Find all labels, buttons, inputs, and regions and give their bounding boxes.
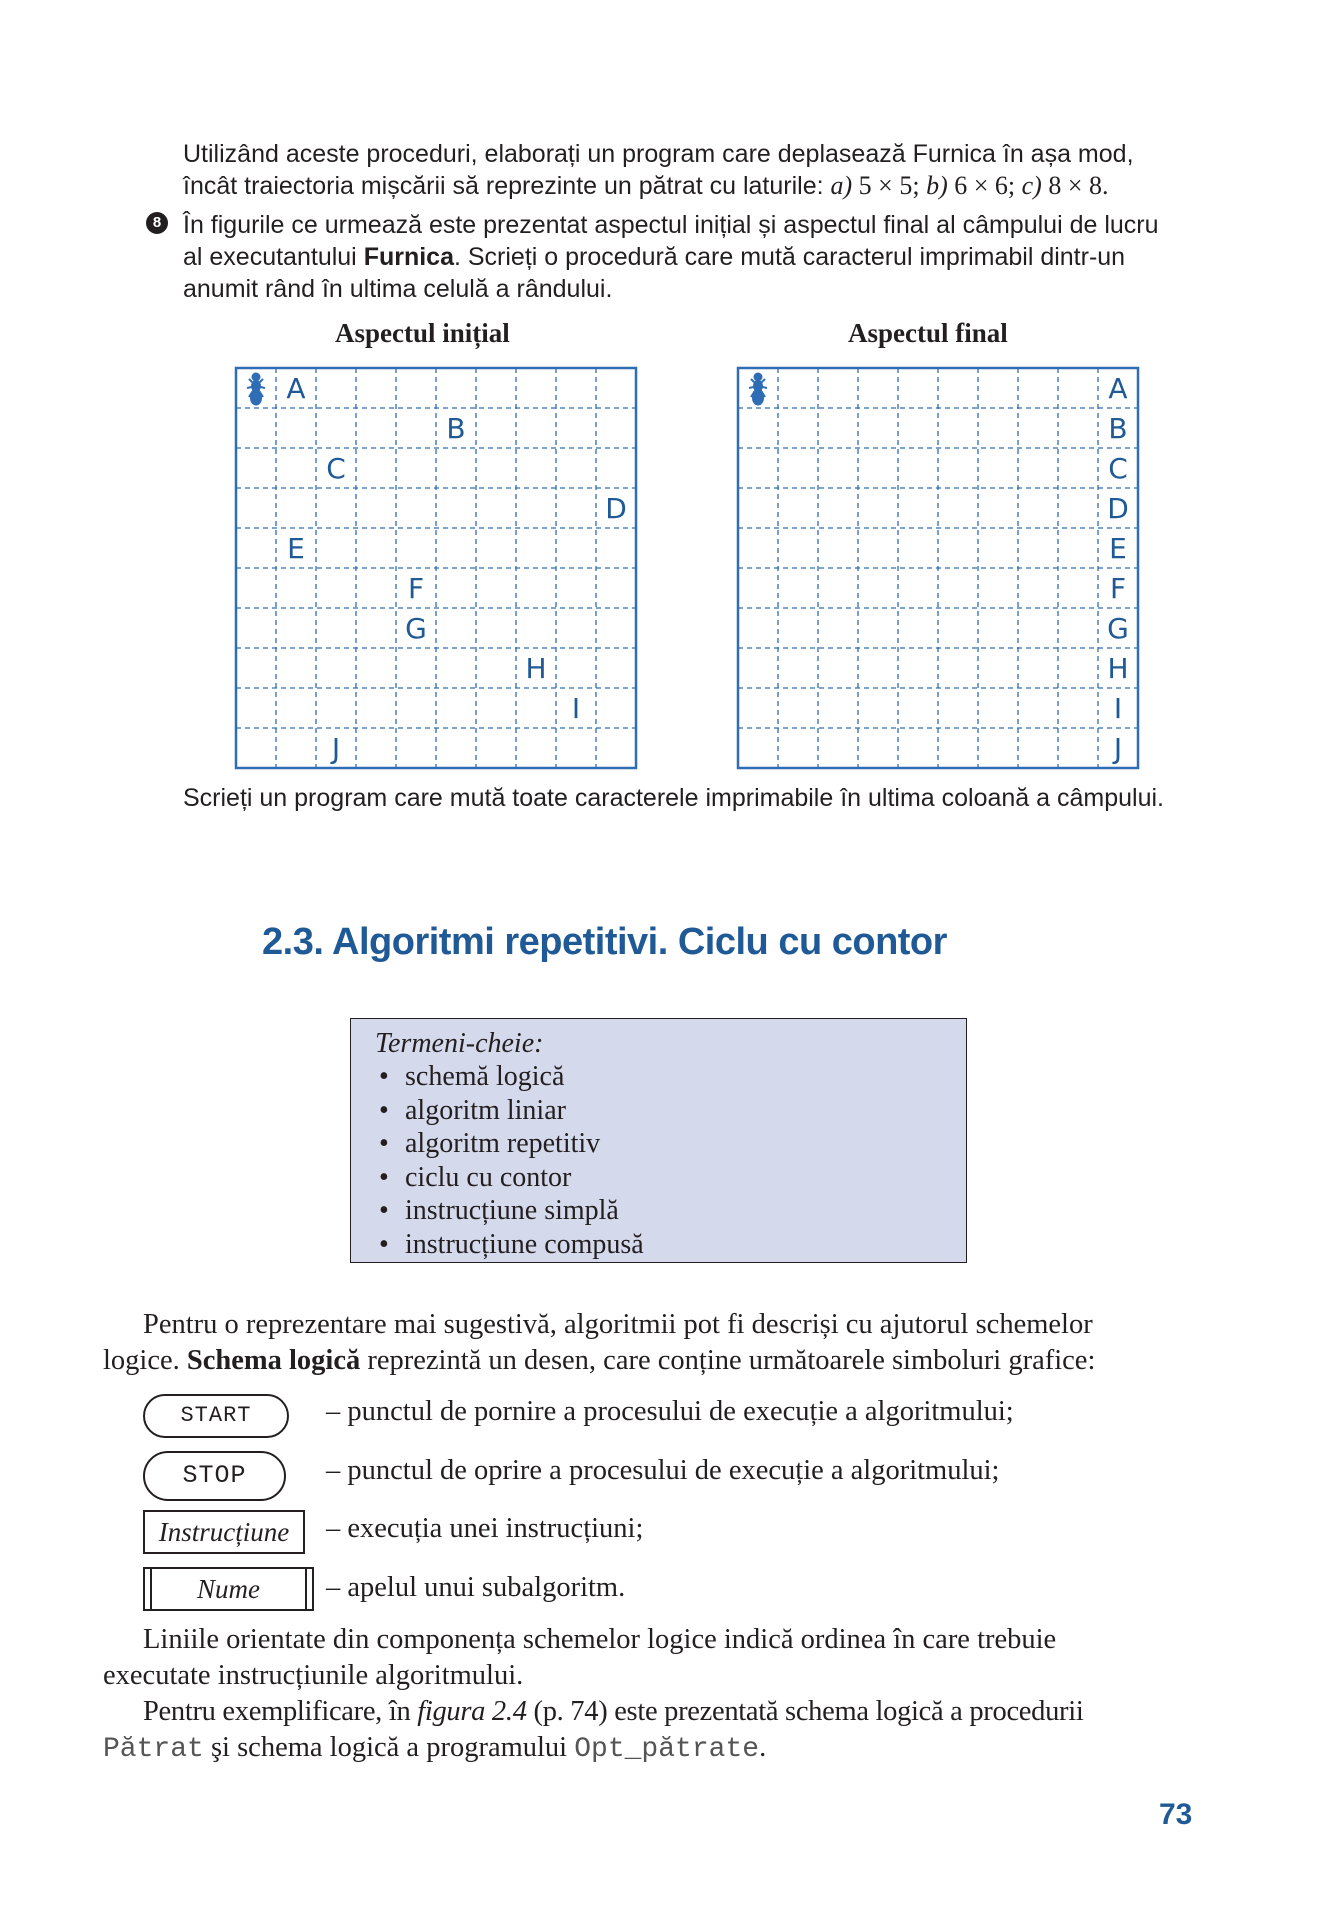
schema-logica-term: Schema logică	[186, 1345, 361, 1376]
key-term-item: • algoritm liniar	[375, 1094, 942, 1128]
ant-icon	[247, 374, 265, 405]
exercise-8-line-2-pre: al executantului	[183, 243, 364, 271]
intro-paragraph	[183, 138, 1193, 202]
para3-line-1-post: (p. 74) este prezentată schema logică a procedurii	[526, 1696, 1084, 1727]
option-a-value: 5 × 5;	[852, 171, 927, 200]
grid-letter-H: H	[525, 652, 547, 685]
exercise-8-line-3: anumit rând în ultima celulă a rândului.	[183, 275, 613, 303]
grid-letter-D: D	[1107, 492, 1129, 525]
subalgorithm-symbol	[143, 1567, 314, 1611]
grid-letter-F: F	[407, 572, 425, 605]
instruction-symbol-desc: – execuția unei instrucțiuni;	[326, 1513, 644, 1544]
executant-name: Furnica	[363, 243, 454, 271]
section-heading: 2.3. Algoritmi repetitivi. Ciclu cu contor	[262, 921, 947, 963]
grid-letter-I: I	[1113, 692, 1123, 725]
grid-letter-B: B	[1108, 412, 1128, 445]
subalgorithm-right-bar	[305, 1569, 307, 1609]
stop-symbol-desc: – punctul de oprire a procesului de execuție a algoritmului;	[326, 1455, 1000, 1486]
key-terms-list	[375, 1060, 942, 1261]
grid-letter-I: I	[571, 692, 581, 725]
stop-symbol: STOP	[143, 1451, 286, 1501]
option-b-label: b)	[926, 171, 948, 200]
grid-letter-J: J	[331, 732, 341, 765]
grid-letter-F: F	[1109, 572, 1127, 605]
key-term-item: • algoritm repetitiv	[375, 1127, 942, 1161]
para1-line-1: Pentru o reprezentare mai sugestivă, algoritmii pot fi descriși cu ajutorul schemelor	[143, 1309, 1093, 1340]
para3-line-2-mid: şi schema logică a programului	[203, 1732, 575, 1763]
exercise-8-tail: Scrieți un program care mută toate caracterele imprimabile în ultima coloană a câmpului.	[183, 784, 1165, 812]
grid-letter-H: H	[1107, 652, 1129, 685]
para3-line-2	[103, 1730, 766, 1768]
initial-field-grid	[234, 366, 638, 770]
option-c-value: 8 × 8.	[1041, 171, 1109, 200]
key-term-item: • ciclu cu contor	[375, 1161, 942, 1195]
start-symbol: START	[143, 1394, 289, 1438]
exercise-number-badge: 8	[146, 212, 168, 234]
page-number: 73	[1159, 1798, 1193, 1831]
subalgorithm-label: Nume	[197, 1574, 260, 1604]
para3-line-1-pre: Pentru exemplificare, în	[143, 1696, 418, 1727]
grid-letter-C: C	[326, 452, 346, 485]
exercise-8-text	[183, 209, 1193, 305]
option-c-label: c)	[1021, 171, 1042, 200]
grid-letter-C: C	[1108, 452, 1128, 485]
grid-letter-D: D	[605, 492, 627, 525]
final-field-grid	[736, 366, 1140, 770]
grid-letter-G: G	[1107, 612, 1129, 645]
instruction-symbol: Instrucțiune	[143, 1510, 305, 1554]
start-symbol-desc: – punctul de pornire a procesului de execuție a algoritmului;	[326, 1396, 1014, 1427]
grid-letter-E: E	[287, 532, 305, 565]
grid-letter-A: A	[1108, 372, 1128, 405]
key-terms-title: Termeni-cheie:	[375, 1028, 544, 1059]
exercise-8-line-1: În figurile ce urmează este prezentat aspectul inițial și aspectul final al câmpului de lucru	[183, 211, 1159, 239]
intro-line-2	[183, 170, 1193, 202]
initial-figure-title: Aspectul inițial	[335, 318, 510, 348]
key-terms-box	[350, 1018, 967, 1263]
para1-line-2-pre: logice.	[103, 1345, 187, 1376]
option-a-label: a)	[830, 171, 853, 200]
para2-line-2: executate instrucțiunile algoritmului.	[103, 1660, 524, 1691]
subalgorithm-left-bar	[150, 1569, 152, 1609]
grid-letter-E: E	[1109, 532, 1127, 565]
para3-line-1	[143, 1694, 1083, 1730]
figure-reference: figura 2.4	[417, 1696, 527, 1727]
option-b-value: 6 × 6;	[947, 171, 1022, 200]
final-figure-title: Aspectul final	[848, 318, 1008, 348]
intro-line-2-text: încât traiectoria mișcării să reprezinte un pătrat cu laturile:	[183, 172, 831, 200]
procedure-name-code: Pătrat	[103, 1734, 204, 1765]
intro-line-1: Utilizând aceste proceduri, elaborați un program care deplasează Furnica în așa mod,	[183, 140, 1134, 168]
grid-letter-A: A	[286, 372, 306, 405]
key-term-item: • instrucțiune compusă	[375, 1228, 942, 1262]
subalgorithm-symbol-desc: – apelul unui subalgoritm.	[326, 1572, 626, 1603]
exercise-8-line-2-post: . Scrieți o procedură care mută caracterul imprimabil dintr-un	[453, 243, 1126, 271]
ant-icon	[749, 374, 767, 405]
para1-line-2	[103, 1343, 1095, 1379]
para1-line-2-post: reprezintă un desen, care conține următoarele simboluri grafice:	[360, 1345, 1096, 1376]
para3-line-2-end: .	[759, 1732, 767, 1763]
grid-letter-B: B	[446, 412, 466, 445]
key-term-item: • instrucțiune simplă	[375, 1194, 942, 1228]
grid-letter-J: J	[1113, 732, 1123, 765]
program-name-code: Opt_pătrate	[574, 1734, 760, 1765]
key-term-item: • schemă logică	[375, 1060, 942, 1094]
exercise-8-line-2	[183, 241, 1193, 273]
para2-line-1: Liniile orientate din componența schemelor logice indică ordinea în care trebuie	[143, 1624, 1057, 1655]
grid-letter-G: G	[405, 612, 427, 645]
